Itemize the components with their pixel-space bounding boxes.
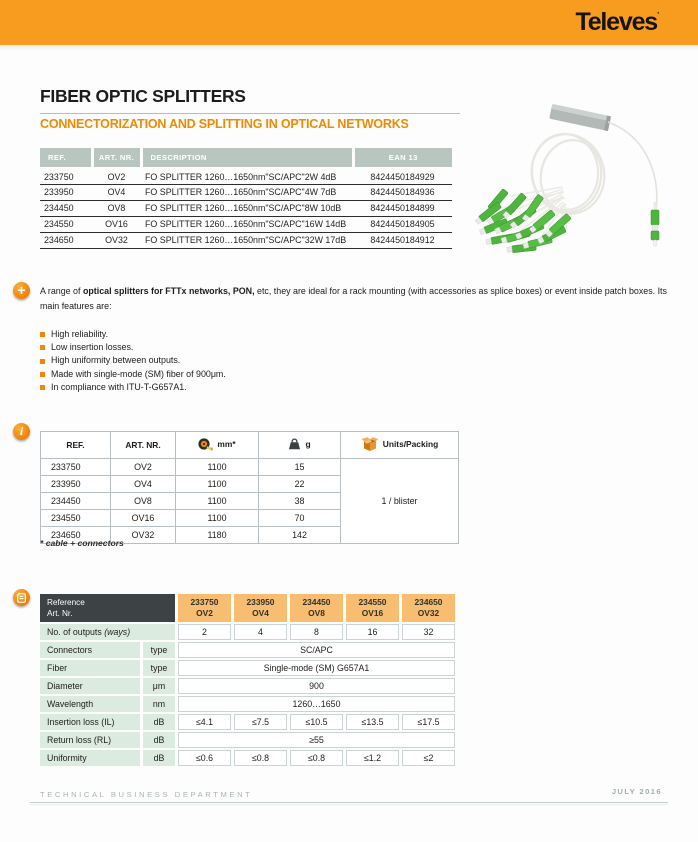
- specs-col-ov4: [234, 594, 287, 622]
- bullet-square-icon: [40, 372, 45, 377]
- art-label: OV32: [417, 608, 440, 618]
- art-label: OV8: [308, 608, 325, 618]
- spec-value: Single-mode (SM) G657A1: [178, 660, 455, 676]
- feature-text: High uniformity between outputs.: [51, 355, 181, 366]
- art-cell: OV4: [111, 476, 176, 493]
- spec-unit: nm: [143, 696, 175, 712]
- length-cell: 1100: [176, 476, 259, 493]
- spec-row-wavelength: [40, 696, 455, 712]
- dimensions-header-row: [41, 432, 459, 459]
- ref-cell: 233750: [41, 459, 111, 476]
- specs-table: [37, 592, 458, 768]
- packing-label: Units/Packing: [382, 439, 439, 449]
- list-item: [40, 368, 226, 381]
- art-cell: OV16: [92, 216, 141, 232]
- bullet-square-icon: [40, 345, 45, 350]
- footer-date: JULY 2016: [611, 787, 662, 796]
- spec-unit: type: [143, 642, 175, 658]
- spec-unit: dB: [143, 750, 175, 766]
- bullet-square-icon: [40, 332, 45, 337]
- fiber-splitter-illustration: [468, 92, 693, 260]
- ref-label: 234550: [358, 597, 387, 607]
- spec-row-insertion-loss: [40, 714, 455, 730]
- spec-label: [40, 624, 175, 640]
- package-box-icon: [361, 437, 379, 452]
- spec-value: ≤2: [402, 750, 455, 766]
- length-unit-label: mm*: [217, 439, 236, 449]
- col-length: [176, 432, 259, 459]
- bullet-square-icon: [40, 359, 45, 364]
- ref-cell: 234650: [41, 527, 111, 544]
- description-cell: FO SPLITTER 1260…1650nm"SC/APC"4W 7dB: [141, 184, 353, 200]
- spec-unit: dB: [143, 714, 175, 730]
- description-cell: FO SPLITTER 1260…1650nm"SC/APC"2W 4dB: [141, 168, 353, 184]
- spec-row-diameter: [40, 678, 455, 694]
- description-cell: FO SPLITTER 1260…1650nm"SC/APC"16W 14dB: [141, 216, 353, 232]
- bullet-square-icon: [40, 385, 45, 390]
- ref-label: 233750: [190, 597, 219, 607]
- weight-unit-label: g: [305, 439, 311, 449]
- feature-text: Low insertion losses.: [51, 342, 134, 353]
- table-row: [40, 168, 452, 184]
- top-brand-bar: [0, 0, 698, 45]
- list-item: [40, 381, 226, 394]
- ref-cell: 234450: [41, 493, 111, 510]
- art-cell: OV16: [111, 510, 176, 527]
- products-table: [40, 148, 452, 249]
- artnr-line: Art. Nr.: [47, 609, 73, 618]
- table-row: [40, 216, 452, 232]
- ean-cell: 8424450184912: [353, 232, 452, 248]
- plus-icon: +: [13, 282, 30, 299]
- spec-value: ≤1.2: [346, 750, 399, 766]
- ref-cell: 233950: [41, 476, 111, 493]
- dimensions-table: [40, 431, 459, 544]
- spec-value: ≤0.8: [234, 750, 287, 766]
- specs-header-row: [40, 594, 455, 622]
- spec-value: ≤0.8: [290, 750, 343, 766]
- spec-value: SC/APC: [178, 642, 455, 658]
- art-cell: OV2: [92, 168, 141, 184]
- col-description: DESCRIPTION: [141, 148, 353, 168]
- col-ean13: EAN 13: [353, 148, 452, 168]
- product-photo: [468, 92, 693, 260]
- ref-label: 234450: [302, 597, 331, 607]
- table-row: [40, 200, 452, 216]
- spec-label: Fiber: [40, 660, 140, 676]
- products-header-row: [40, 148, 452, 168]
- specs-col-ov16: [346, 594, 399, 622]
- col-weight: [259, 432, 341, 459]
- ean-cell: 8424450184899: [353, 200, 452, 216]
- intro-paragraph: [40, 284, 678, 313]
- art-cell: OV8: [92, 200, 141, 216]
- art-label: OV2: [196, 608, 213, 618]
- list-item: [40, 354, 226, 367]
- label-italic: (ways): [104, 627, 131, 637]
- specs-col-ov32: [402, 594, 455, 622]
- spec-value: 900: [178, 678, 455, 694]
- weight-cell: 22: [259, 476, 341, 493]
- col-artnr: ART. NR.: [111, 432, 176, 459]
- table-row: [40, 184, 452, 200]
- art-cell: OV8: [111, 493, 176, 510]
- spec-row-fiber: [40, 660, 455, 676]
- spec-value: 4: [234, 624, 287, 640]
- spec-label: Uniformity: [40, 750, 140, 766]
- ref-cell: 234550: [40, 216, 92, 232]
- spec-row-uniformity: [40, 750, 455, 766]
- feature-list: [40, 328, 226, 394]
- ref-cell: 234550: [41, 510, 111, 527]
- spec-label: Wavelength: [40, 696, 140, 712]
- ean-cell: 8424450184936: [353, 184, 452, 200]
- spec-value: ≤0.6: [178, 750, 231, 766]
- ref-cell: 233950: [40, 184, 92, 200]
- spec-row-return-loss: [40, 732, 455, 748]
- col-ref: REF.: [41, 432, 111, 459]
- footer-divider: [30, 802, 668, 804]
- description-cell: FO SPLITTER 1260…1650nm"SC/APC"8W 10dB: [141, 200, 353, 216]
- art-cell: OV2: [111, 459, 176, 476]
- weight-cell: 70: [259, 510, 341, 527]
- spec-value: ≤4.1: [178, 714, 231, 730]
- spec-value: 16: [346, 624, 399, 640]
- intro-pre: A range of: [40, 286, 83, 296]
- ref-label: 234650: [414, 597, 443, 607]
- ruler-icon: [198, 438, 213, 451]
- spec-value: ≥55: [178, 732, 455, 748]
- connector-bundle: [474, 189, 571, 254]
- footnote: * cable + connectors: [40, 538, 124, 548]
- list-item: [40, 341, 226, 354]
- page-title: FIBER OPTIC SPLITTERS: [40, 86, 460, 114]
- specs-col-ov8: [290, 594, 343, 622]
- spec-value: 32: [402, 624, 455, 640]
- feature-text: High reliability.: [51, 329, 109, 339]
- spec-value: 1260…1650: [178, 696, 455, 712]
- ean-cell: 8424450184929: [353, 168, 452, 184]
- ean-cell: 8424450184905: [353, 216, 452, 232]
- page-subtitle: CONNECTORIZATION AND SPLITTING IN OPTICAL NETWORKS: [40, 117, 409, 131]
- art-cell: OV32: [92, 232, 141, 248]
- specs-col-ov2: [178, 594, 231, 622]
- col-packing: [341, 432, 459, 459]
- spec-label: Connectors: [40, 642, 140, 658]
- spec-label: Diameter: [40, 678, 140, 694]
- col-artnr: ART. NR.: [92, 148, 141, 168]
- specs-header-reference: [40, 594, 175, 622]
- intro-post: etc, they are ideal for a rack mounting (with accessories as splice boxes) or event inside patch boxes. Its main features are:: [40, 286, 667, 311]
- spec-unit: type: [143, 660, 175, 676]
- ref-label: 233950: [246, 597, 275, 607]
- art-cell: OV32: [111, 527, 176, 544]
- document-icon: [13, 589, 30, 606]
- art-label: OV4: [252, 608, 269, 618]
- weight-cell: 15: [259, 459, 341, 476]
- ref-cell: 233750: [40, 168, 92, 184]
- spec-value: 2: [178, 624, 231, 640]
- feature-text: In compliance with ITU-T-G657A1.: [51, 381, 187, 392]
- ref-cell: 234450: [40, 200, 92, 216]
- document-glyph: [17, 593, 26, 603]
- art-label: OV16: [361, 608, 384, 618]
- footer-department: TECHNICAL BUSINESS DEPARTMENT: [40, 790, 253, 799]
- spec-value: ≤10.5: [290, 714, 343, 730]
- spec-row-outputs: [40, 624, 455, 640]
- spec-value: ≤7.5: [234, 714, 287, 730]
- trademark-dot: ·: [657, 8, 660, 18]
- art-cell: OV4: [92, 184, 141, 200]
- spec-unit: dB: [143, 732, 175, 748]
- feature-text: Made with single-mode (SM) fiber of 900μm.: [51, 368, 226, 379]
- weight-cell: 142: [259, 527, 341, 544]
- length-cell: 1100: [176, 493, 259, 510]
- spec-value: 8: [290, 624, 343, 640]
- label-text: No. of outputs: [47, 627, 105, 637]
- weight-cell: 38: [259, 493, 341, 510]
- spec-unit: μm: [143, 678, 175, 694]
- intro-bold: optical splitters for FTTx networks, PON,: [82, 286, 255, 296]
- length-cell: 1100: [176, 459, 259, 476]
- info-icon: i: [13, 423, 30, 440]
- packing-cell: 1 / blister: [341, 459, 459, 544]
- weight-icon: [288, 438, 301, 450]
- col-ref: REF.: [40, 148, 92, 168]
- table-row: [40, 232, 452, 248]
- spec-row-connectors: [40, 642, 455, 658]
- list-item: [40, 328, 226, 341]
- description-cell: FO SPLITTER 1260…1650nm"SC/APC"32W 17dB: [141, 232, 353, 248]
- length-cell: 1100: [176, 510, 259, 527]
- reference-line: Reference: [47, 598, 85, 607]
- table-row: [41, 459, 459, 476]
- single-connector: [651, 202, 659, 246]
- ref-cell: 234650: [40, 232, 92, 248]
- spec-value: ≤13.5: [346, 714, 399, 730]
- spec-label: Return loss (RL): [40, 732, 140, 748]
- televes-logo: Televes·: [575, 8, 660, 36]
- length-cell: 1180: [176, 527, 259, 544]
- spec-label: Insertion loss (IL): [40, 714, 140, 730]
- spec-value: ≤17.5: [402, 714, 455, 730]
